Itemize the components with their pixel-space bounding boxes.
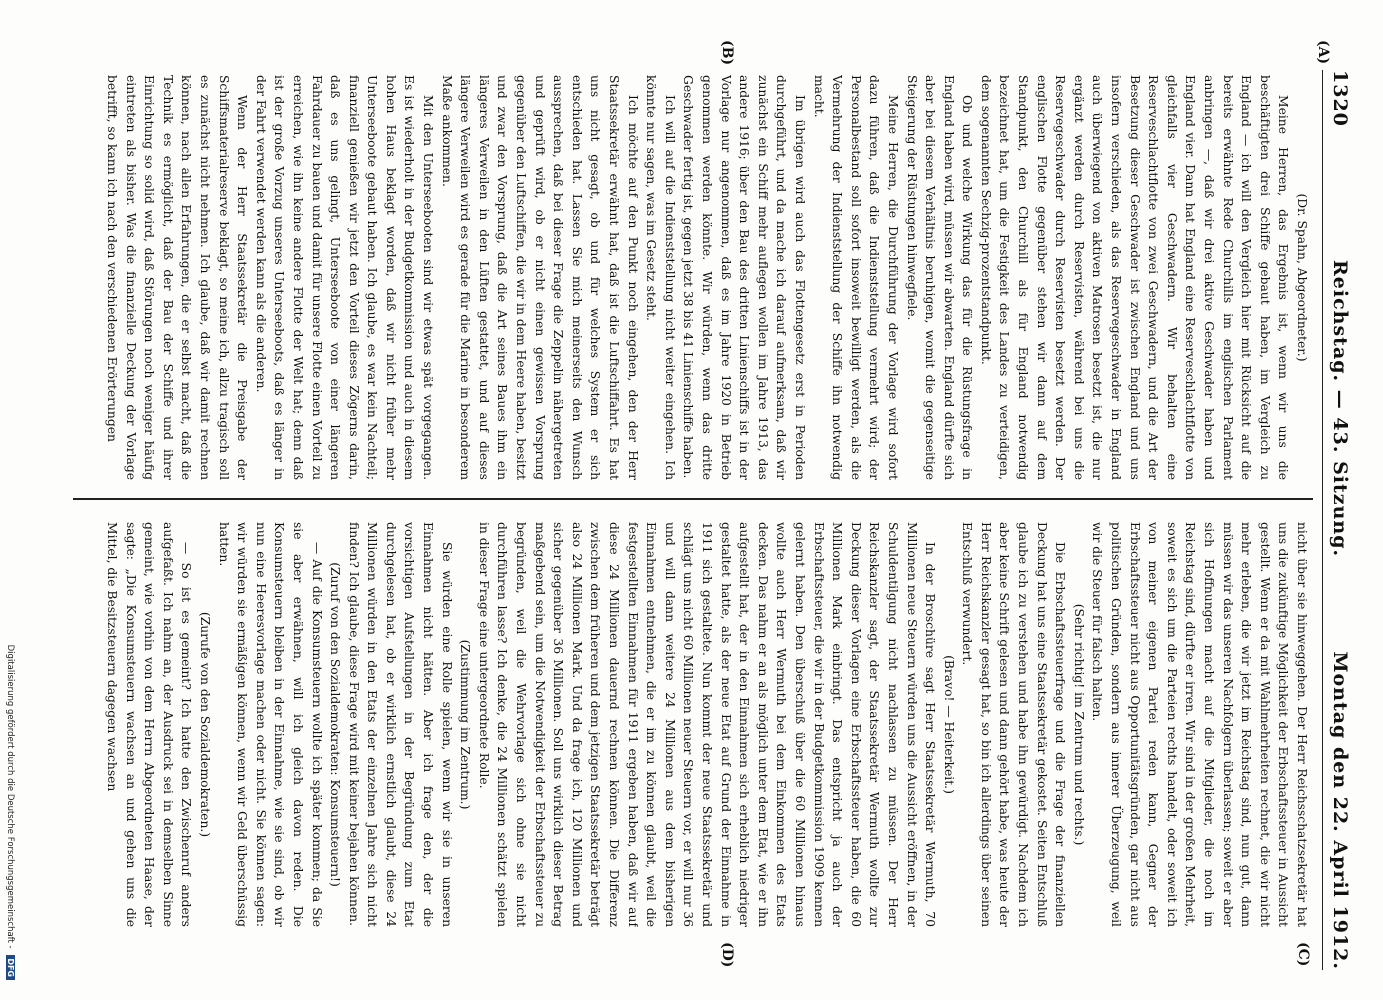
paragraph: Ob und welche Wirkung das für die Rüstungsfrage in England haben wird, müssen wir abwarten. England dürfte sich aber bei diesem Verhältnis beruhigen, womit die gegenseitige Steigerung der Rüstungen hinwegfiele.: [904, 75, 975, 480]
margin-marker-b: (B): [719, 40, 735, 66]
credit-text: Digitalisierung gefördert durch die Deutsche Forschungsgemeinschaft -: [5, 644, 15, 949]
margin-marker-d: (D): [719, 942, 735, 968]
margin-marker-a: (A): [1315, 40, 1331, 65]
margin-marker-c: (C): [1295, 942, 1311, 967]
page-header: [1322, 70, 1353, 970]
digitization-credit: [3, 0, 15, 980]
session-title: Reichstag. — 43. Sitzung.: [1329, 260, 1351, 558]
interjection: (Zuruf von den Sozialdemokraten: Konsumsteuern!): [328, 562, 343, 887]
interjection: (Sehr richtig! im Zentrum und rechts.): [1071, 603, 1086, 846]
left-column: [71, 75, 1311, 480]
paragraph: Mit den Unterseebooten sind wir etwas spät vorgegangen. Es ist wiederholt in der Budgetkommission und auch in diesem hohen Haus beklagt worden, daß wir nicht früher mehr Unterseeboote gebaut haben. Ich glaube, es war kein Nachteil; finanziell genießen wir jetzt den Vorteil dieses Zögerns darin, daß es uns gelingt, Unterseeboote von einer längeren Fahrdauer zu bauen und damit für unsere Flotte einen Vorteil zu erreichen, wie ihn keine andere Flotte der Welt hat; denn daß ist der große Vorzug unseres Unterseeboots, daß es länger in der Fahrt verwendet werden kann als die anderen.: [253, 75, 436, 480]
interjection: (Zustimmung im Zentrum.): [458, 639, 473, 810]
paragraph: Meine Herren, die Durchführung der Vorlage wird sofort dazu führen, daß die Indienststellung vermehrt wird; der Personalbestand soll sofort insoweit bewilligt werden, als die Vermehrung der Indienststellung der Schiffe ihn notwendig macht.: [811, 75, 900, 480]
paragraph: Meine Herren, das Ergebnis ist, wenn wir uns die beschäftigten drei Schiffe gebaut haben, im Vergleich zu England — ich will den Vergleich hier mit Rücksicht auf die bereits erwähnte Rede Churchills im englischen Parlament anbringen —, daß wir drei aktive Geschwader haben und England vier. Dann hat England eine Reserveschlachtflotte von gleichfalls vier Geschwadern. Wir behalten eine Reserveschlachtflotte von zwei Geschwadern, und die Art der Besetzung dieser Geschwader ist zwischen England und uns insofern verschieden, als das Reservegeschwader in England auch überwiegend von aktiven Matrosen besetzt ist, die nur ergänzt werden durch Reservisten, während bei uns die Reservegeschwader durch Reservisten besetzt werden. Der englischen Flotte gegenüber stehen wir dann auf dem Standpunkt, den Churchill als für England notwendig bezeichnet hat, um die Festigkeit des Landes zu verteidigen, dem sogenannten Sechzig-prozentstandpunkt.: [978, 75, 1291, 480]
paragraph: Sie würden eine Rolle spielen, wenn wir sie in unseren Einnahmen nicht hätten. Aber ich frage den, der die vorsichtigen Aufstellungen in der Begründung zum Etat durchgelesen hat, ob er wirklich ernstlich glaubt, diese 24 Millionen würden in den Etats der einzelnen Jahre sich nicht finden? Ich glaube, diese Frage wird mit keiner bejahen können.: [346, 522, 454, 927]
paragraph: Ich möchte auf den Punkt noch eingehen, den der Herr Staatssekretär erwähnt hat, daß ist die Luftschiffahrt. Es hat uns nicht gesagt, ob und für welches System er sich entschieden hat. Lassen Sie mich meinerseits den Wunsch aussprechen, daß bei dieser Frage die Zeppelin nähergetreten und geprüft wird, ob er nicht einen gewissen Vorsprung gegenüber den Luftschiffen, die wir in dem Heere haben, besitzt und zwar den Vorsprung, daß die Art seines Baues ihm ein längeres Verweilen in den Lüften gestattet, und auf dieses längere Verweilen wird es gerade für die Marine in besonderem Maße ankommen.: [439, 75, 640, 480]
paragraph: Ich will auf die Indienststellung nicht weiter eingehen. Ich könnte nur sagen, was im Gesetz steht.: [644, 75, 677, 480]
dfg-logo: DFG: [6, 955, 15, 980]
paragraph: nicht über sie hinweggehen. Der Herr Reichsschatzsekretär hat uns die zukünftige Möglichkeit der Erbschaftssteuer in Aussicht gestellt. Wenn er da mit Wahlmehrheiten rechnet, die wir nicht mehr erleben, die wir jetzt im Reichstag sind, nun gut, dann müssen wir das unseren Nachfolgern überlassen; soweit er aber sich Hoffnungen macht auf die Mitglieder, die noch im Reichstag sind, dürfte er irren. Wir sind in der großen Mehrheit, soweit es sich um die Parteien rechts handelt, oder soweit ich von meiner eigenen Partei reden kann, Gegner der Erbschaftssteuer nicht aus Opportunitätsgründen, gar nicht aus politischen Gründen, sondern aus innerer Überzeugung, weil wir die Steuer für falsch halten.: [1090, 522, 1309, 927]
paragraph: — So ist es gemeint? Ich hatte den Zwischenruf anders aufgefaßt. Ich nahm an, der Ausdruck sei in demselben Sinne gemeint, wie vorhin von dem Herrn Abgeordneten Haase, der sagte: „Die Konsumsteuern wachsen an und gehen uns die Mittel, die Besitzsteuern dagegen wachsen: [105, 522, 194, 927]
session-date: Montag den 22. April 1912.: [1329, 651, 1351, 970]
paragraph: In der Broschüre sagt Herr Staatssekretär Wermuth, 70 Millionen neue Steuern würden uns die Aussicht eröffnen, in der Schuldentilgung nicht nachlassen zu müssen. Der Herr Reichskanzler sagt, der Staatssekretär Wermuth wollte zur Deckung dieser Vorlagen eine Erbschaftssteuer haben, die 60 Millionen Mark einbringt. Das entspricht ja auch der Erbschaftssteuer, die wir in der Budgetkommission 1909 kennen gelernt haben. Den überschuß über die 60 Millionen hinaus wollte auch Herr Wermuth bei dem Einkommen des Etats decken. Das nahm er an als möglich unter dem Etat, wie er ihn aufgestellt hat, der in den Einnahmen sich erheblich niedriger gestaltet hatte, als der neue Etat auf Grund der Einnahme in 1911 sich gestaltete. Nun kommt der neue Staatssekretär und schlägt uns nicht 60 Millionen neuer Steuern vor, er will nur 36 und will dann weitere 24 Millionen aus dem bisherigen Einnahmen entnehmen, die er im zu können glaubt, weil die festgestellten Einnahmen für 1911 ergeben haben, daß wir auf diese 24 Millionen dauernd rechnen können. Die Differenz zwischen dem früheren und dem jetzigen Staatssekretär beträgt also 24 Millionen Mark. Und da frage ich, 120 Millionen und sicher gegenüber 36 Millionen. Soll uns wirklich dieser Betrag maßgebend sein, um die Notwendigkeit der Erbschaftssteuer zu begründen, weil die Wehrvorlage sich ohne sie nicht durchführen lasse? Ich denke, die 24 Millionen schätzt spielen in dieser Frage eine untergeordnete Rolle.: [476, 522, 938, 927]
interjection: (Zurufe von den Sozialdemokraten.): [197, 611, 212, 838]
interjection: (Bravo! — Heiterkeit.): [941, 655, 956, 794]
paragraph: Die Erbschaftssteuerfrage und die Frage der finanziellen Deckung hat uns eine Staatssekretär gekostet. Seiten Entschluß glaube ich zu verstehen und habe ihn gewürdigt. Nachdem ich aber keine Schrift gelesen und dann gehört habe, was heute der Herr Reichskanzler gesagt hat, so bin ich allerdings über seinen Entschluß verwundert.: [960, 522, 1068, 927]
column-divider: [73, 498, 1313, 500]
paragraph: — Auf die Konsumsteuern wollte ich später kommen; da Sie sie aber erwähnen, will ich gleich davon reden. Die Konsumsteuern bleiben in der Einnahme, wie sie sind, ob wir nun eine Heeresvorlage machen oder nicht. Sie können sagen: wir würden sie ermäßigen können, wenn wir Geld überschüssig hatten.: [216, 522, 324, 927]
paragraph: Wenn der Herr Staatssekretär die Preisgabe der Schiffsmaterialreserve beklagt, so meine ich, allzu tragisch soll es zunächst nicht nehmen. Ich glaube, daß wir damit rechnen können, nach allen Erfahrungen, die er selbst macht, daß die Technik es ermöglicht, daß der Bau der Schiffe und ihrer Einrichtung so solid wird, daß Störungen noch weniger häufig eintreten als bisher. Was die finanzielle Deckung der Vorlage betrifft, so kann ich nach den verschiedenen Erörterungen: [105, 75, 250, 480]
paragraph: Im übrigen wird auch das Flottengesetz erst in Perioden durchgeführt, und da mache ich darauf aufmerksam, daß wir zunächst ein Schiff mehr auflegen wollen im Jahre 1913, das andere 1916; über den Bau des dritten Linienschiffs ist in der Vorlage nur angenommen, daß es im Jahre 1920 in Betrieb genommen werden könnte. Wir würden, wenn das dritte Geschwader fertig ist, gegen jetzt 38 bis 41 Linienschiffe haben.: [681, 75, 807, 480]
speaker-note: (Dr. Spahn, Abgeordneter.): [1295, 193, 1309, 362]
right-column: [71, 522, 1311, 927]
page-number: 1320: [1329, 70, 1351, 127]
